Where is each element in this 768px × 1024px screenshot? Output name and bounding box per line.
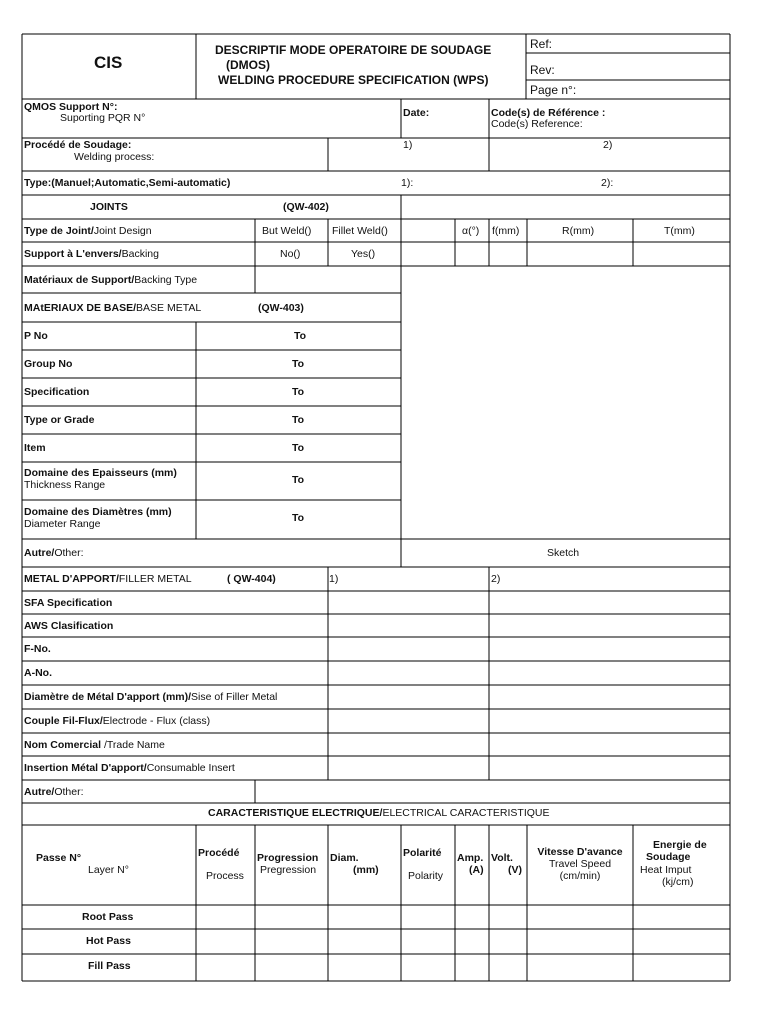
amp-header-1: Amp. xyxy=(457,852,484,864)
diam-header-2: (mm) xyxy=(353,864,379,876)
couple-label-en: Electrode - Flux (class) xyxy=(102,715,211,727)
backing-yes-option[interactable]: Yes() xyxy=(351,248,376,260)
base-metal-title xyxy=(24,302,201,314)
insert-label xyxy=(24,762,235,774)
title-line-1: DESCRIPTIF MODE OPERATOIRE DE SOUDAGE xyxy=(215,43,492,57)
base-other-label xyxy=(24,547,84,559)
filler-diam-label-en: Sise of Filler Metal xyxy=(191,691,278,703)
filler-other-label-fr: Autre/ xyxy=(24,786,55,798)
backing-type-label xyxy=(24,274,197,286)
process-1[interactable]: 1) xyxy=(403,139,413,151)
polarity-header-en: Polarity xyxy=(408,870,444,882)
title-line-3: WELDING PROCEDURE SPECIFICATION (WPS) xyxy=(218,73,489,87)
process-label-en: Welding process: xyxy=(74,151,155,163)
joint-design-label-en: Joint Design xyxy=(93,225,152,237)
filler-diam-label-fr: Diamètre de Métal D'apport (mm)/ xyxy=(24,691,192,703)
speed-header-en-2: (cm/min) xyxy=(559,870,601,882)
company-name: CIS xyxy=(94,53,123,72)
joint-design-label xyxy=(24,225,152,237)
sketch-label: Sketch xyxy=(547,547,580,559)
title-line-2: (DMOS) xyxy=(226,58,270,72)
aws-label: AWS Clasification xyxy=(24,620,114,632)
progression-header-fr: Progression xyxy=(257,852,319,864)
fillet-weld-option[interactable]: Fillet Weld() xyxy=(332,225,388,237)
but-weld-option[interactable]: But Weld() xyxy=(262,225,312,237)
joints-title: JOINTS xyxy=(90,201,128,213)
filler-title xyxy=(24,573,192,585)
process-header-fr: Procédé xyxy=(198,847,240,859)
pass-header-fr: Passe N° xyxy=(36,852,82,864)
code-label-fr: Code(s) de Référence : xyxy=(491,107,606,119)
specification-to: To xyxy=(292,386,305,398)
electrical-title-en: ELECTRICAL CARACTERISTIQUE xyxy=(382,807,550,819)
p-no-label: P No xyxy=(24,330,48,342)
rev-field[interactable]: Rev: xyxy=(530,63,555,77)
diameter-label-en: Diameter Range xyxy=(24,518,101,530)
group-no-to: To xyxy=(292,358,305,370)
backing-label-en: Backing xyxy=(121,248,159,260)
couple-label xyxy=(24,715,210,727)
base-other-label-fr: Autre/ xyxy=(24,547,55,559)
qmos-label-fr: QMOS Support N°: xyxy=(24,101,118,113)
thickness-to: To xyxy=(292,474,305,486)
p-no-to: To xyxy=(294,330,307,342)
process-2[interactable]: 2) xyxy=(603,139,613,151)
filler-col-2: 2) xyxy=(491,573,501,585)
item-to: To xyxy=(292,442,305,454)
filler-other-label-en: Other: xyxy=(54,786,84,798)
electrical-title xyxy=(208,807,550,819)
trade-name-label xyxy=(24,739,165,751)
type-label-text: Type:(Manuel;Automatic,Semi-automatic) xyxy=(24,177,231,189)
qmos-input[interactable] xyxy=(24,100,399,137)
code-label-en: Code(s) Reference: xyxy=(491,118,583,130)
ref-field[interactable]: Ref: xyxy=(530,37,553,51)
diameter-label-fr: Domaine des Diamètres (mm) xyxy=(24,506,172,518)
insert-label-fr: Insertion Métal D'apport/ xyxy=(24,762,147,774)
fno-label: F-No. xyxy=(24,643,51,655)
type-2[interactable]: 2): xyxy=(601,177,614,189)
backing-no-option[interactable]: No() xyxy=(280,248,301,260)
filler-col-1: 1) xyxy=(329,573,339,585)
thickness-label-en: Thickness Range xyxy=(24,479,106,491)
fill-pass-label: Fill Pass xyxy=(88,960,131,972)
base-metal-title-fr: MAtERIAUX DE BASE/ xyxy=(24,302,137,314)
energy-header-fr-2: Soudage xyxy=(646,851,691,863)
joints-code: (QW-402) xyxy=(283,201,329,213)
insert-label-en: Consumable Insert xyxy=(146,762,235,774)
type-label xyxy=(24,177,230,189)
ano-label: A-No. xyxy=(24,667,52,679)
progression-header-en: Pregression xyxy=(260,864,317,876)
backing-type-label-en: Backing Type xyxy=(134,274,198,286)
type-1[interactable]: 1): xyxy=(401,177,414,189)
hot-pass-label: Hot Pass xyxy=(86,935,131,947)
process-header-en: Process xyxy=(206,870,244,882)
electrical-title-fr: CARACTERISTIQUE ELECTRIQUE/ xyxy=(208,807,383,819)
diameter-to: To xyxy=(292,512,305,524)
t-header: T(mm) xyxy=(664,225,695,237)
energy-header-fr-1: Energie de xyxy=(653,839,707,851)
volt-header-1: Volt. xyxy=(491,852,513,864)
type-grade-to: To xyxy=(292,414,305,426)
amp-header-2: (A) xyxy=(469,864,484,876)
backing-type-label-fr: Matériaux de Support/ xyxy=(24,274,135,286)
polarity-header-fr: Polarité xyxy=(403,847,442,859)
diam-header-1: Diam. xyxy=(330,852,359,864)
r-header: R(mm) xyxy=(562,225,595,237)
qmos-label-en: Suporting PQR N° xyxy=(60,112,146,124)
speed-header-en-1: Travel Speed xyxy=(548,858,612,870)
page-field[interactable]: Page n°: xyxy=(530,83,577,97)
alpha-header: α(°) xyxy=(462,225,480,237)
root-pass-label: Root Pass xyxy=(82,911,134,923)
backing-label xyxy=(24,248,159,260)
f-header: f(mm) xyxy=(492,225,520,237)
filler-other-label xyxy=(24,786,84,798)
energy-header-en-1: Heat Imput xyxy=(640,864,692,876)
backing-label-fr: Support à L'envers/ xyxy=(24,248,122,260)
volt-header-2: (V) xyxy=(508,864,522,876)
filler-code: ( QW-404) xyxy=(227,573,276,585)
pass-header-en: Layer N° xyxy=(88,864,129,876)
base-other-label-en: Other: xyxy=(54,547,84,559)
sketch-area[interactable] xyxy=(403,268,729,538)
speed-header-fr: Vitesse D'avance xyxy=(537,846,623,858)
specification-label: Specification xyxy=(24,386,90,398)
process-label-fr: Procédé de Soudage: xyxy=(24,139,132,151)
trade-name-label-en: /Trade Name xyxy=(103,739,165,751)
type-grade-label: Type or Grade xyxy=(24,414,95,426)
filler-title-fr: METAL D'APPORT/ xyxy=(24,573,119,585)
sfa-label: SFA Specification xyxy=(24,597,113,609)
joint-design-label-fr: Type de Joint/ xyxy=(24,225,94,237)
item-label: Item xyxy=(24,442,46,454)
trade-name-label-fr: Nom Comercial xyxy=(24,739,104,751)
group-no-label: Group No xyxy=(24,358,73,370)
date-input[interactable] xyxy=(403,100,487,137)
base-metal-code: (QW-403) xyxy=(258,302,304,314)
filler-diam-label xyxy=(24,691,277,703)
base-metal-title-en: BASE METAL xyxy=(136,302,202,314)
thickness-label-fr: Domaine des Epaisseurs (mm) xyxy=(24,467,177,479)
date-label: Date: xyxy=(403,107,430,119)
couple-label-fr: Couple Fil-Flux/ xyxy=(24,715,103,727)
energy-header-en-2: (kj/cm) xyxy=(662,876,694,888)
filler-title-en: FILLER METAL xyxy=(118,573,192,585)
